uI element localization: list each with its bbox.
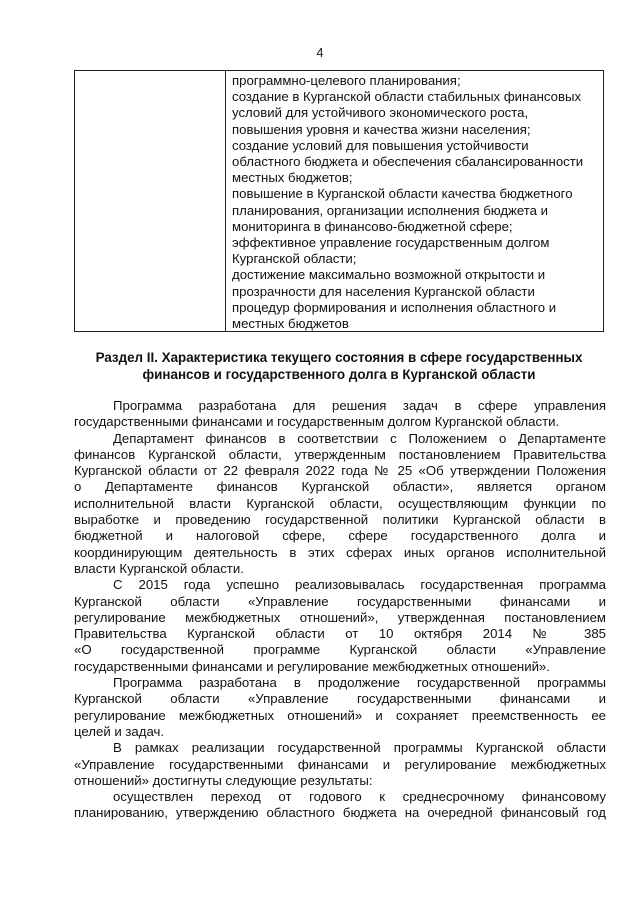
- paragraph-line: Программа разработана в продолжение государственной программы: [113, 675, 606, 691]
- page-number: 4: [316, 46, 324, 60]
- paragraph: [74, 398, 606, 431]
- table-line: программно-целевого планирования;: [232, 73, 461, 88]
- table-line: местных бюджетов: [232, 316, 349, 332]
- paragraph-line: государственными финансами и регулирование межбюджетных отношений».: [74, 658, 550, 674]
- paragraph-line: Курганской области «Управление государственными финансами и: [74, 593, 606, 609]
- paragraph: [74, 431, 606, 578]
- paragraph-line: координирующим деятельность в этих сферах иных органов исполнительной: [74, 544, 606, 560]
- paragraph-line: финансов Курганской области, утвержденным постановлением Правительства: [74, 446, 606, 462]
- paragraph-line: «Управление государственными финансами и регулирование межбюджетных: [74, 756, 606, 772]
- table-line: прозрачности для населения Курганской области: [232, 283, 535, 299]
- paragraph-line: исполнительной власти Курганской области, осуществляющим функции по: [74, 495, 606, 511]
- paragraph-line: государственными финансами и государственным долгом Курганской области.: [74, 414, 560, 430]
- paragraph-line: регулирование межбюджетных отношений», утвержденная постановлением: [74, 609, 606, 625]
- table-line: достижение максимально возможной открытости и: [232, 267, 546, 283]
- paragraph-line: власти Курганской области.: [74, 560, 244, 576]
- table-line: создание условий для повышения устойчивости: [232, 137, 529, 153]
- table-line: местных бюджетов;: [232, 170, 353, 186]
- table-line: эффективное управление государственным долгом: [232, 235, 550, 251]
- paragraph: [74, 675, 606, 740]
- goals-table: [74, 70, 604, 332]
- paragraph-line: Курганской области от 22 февраля 2022 года № 25 «Об утверждении Положения: [74, 463, 606, 479]
- paragraph: [74, 577, 606, 675]
- table-line: условий для устойчивого экономического роста,: [232, 105, 529, 121]
- paragraph-line: целей и задач.: [74, 723, 165, 739]
- paragraph-line: бюджетной и налоговой сфере, сфере государственного долга и: [74, 528, 606, 544]
- paragraph-line: В рамках реализации государственной программы Курганской области: [113, 740, 606, 756]
- paragraph-line: Курганской области «Управление государственными финансами и: [74, 691, 606, 707]
- paragraph-line: Департамент финансов в соответствии с Положением о Департаменте: [113, 430, 606, 446]
- paragraph-line: регулирование межбюджетных отношений» и сохраняет преемственность ее: [74, 707, 606, 723]
- paragraph-line: выработке и проведению государственной политики Курганской области в: [74, 512, 606, 528]
- table-line: областного бюджета и обеспечения сбалансированности: [232, 154, 584, 170]
- paragraph-line: С 2015 года успешно реализовывалась государственная программа: [113, 577, 606, 593]
- paragraph-line: осуществлен переход от годового к среднесрочному финансовому: [113, 789, 606, 805]
- paragraph-line: Правительства Курганской области от 10 октября 2014 № 385: [74, 626, 606, 642]
- table-line: процедур формирования и исполнения областного и: [232, 299, 557, 315]
- paragraph-line: Программа разработана для решения задач в сфере управления: [113, 398, 606, 413]
- paragraph-line: отношений» достигнуты следующие результаты:: [74, 772, 373, 788]
- paragraph-line: «О государственной программе Курганской области «Управление: [74, 642, 606, 658]
- section-title-line: финансов и государственного долга в Курганской области: [142, 366, 536, 382]
- table-left-cell: [75, 71, 226, 331]
- paragraph: [74, 789, 606, 822]
- table-line: мониторинга в финансово-бюджетной сфере;: [232, 218, 513, 234]
- paragraph-line: планированию, утверждению областного бюджета на очередной финансовый год: [74, 805, 606, 821]
- section-title-line: Раздел II. Характеристика текущего состояния в сфере государственных: [95, 350, 583, 365]
- body-text: [74, 398, 606, 822]
- table-line: планирования, организации исполнения бюджета и: [232, 202, 549, 218]
- table-right-cell: [232, 73, 597, 332]
- paragraph-line: о Департаменте финансов Курганской области», является органом: [74, 479, 606, 495]
- table-line: повышение в Курганской области качества бюджетного: [232, 186, 573, 202]
- table-line: создание в Курганской области стабильных финансовых: [232, 89, 582, 105]
- paragraph: [74, 740, 606, 789]
- section-title: [74, 350, 604, 383]
- table-line: Курганской области;: [232, 251, 357, 267]
- table-line: повышения уровня и качества жизни населения;: [232, 121, 531, 137]
